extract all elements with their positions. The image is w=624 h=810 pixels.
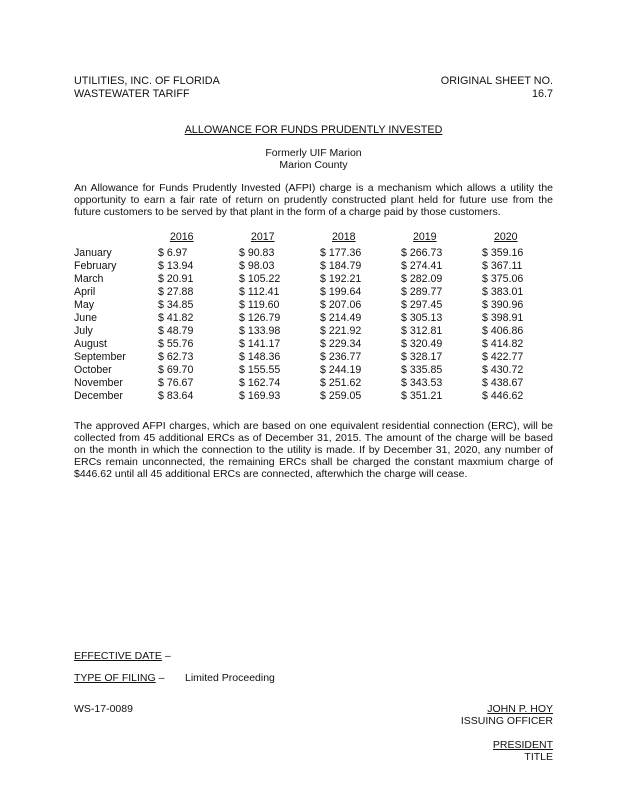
table-row [74, 247, 563, 260]
rate-cell: $ 359.16 [482, 247, 524, 259]
rate-cell: $ 375.06 [482, 273, 524, 285]
rate-cell: $ 13.94 [158, 260, 194, 272]
rate-cell: $ 446.62 [482, 390, 524, 402]
rate-cell: $ 282.09 [401, 273, 443, 285]
rate-cell: $ 27.88 [158, 286, 194, 298]
month-cell: August [74, 338, 107, 350]
header-year: 2019 [413, 231, 437, 243]
type-of-filing-label: TYPE OF FILING [74, 672, 156, 684]
rate-cell: $ 297.45 [401, 299, 443, 311]
rate-cell: $ 312.81 [401, 325, 443, 337]
month-cell: November [74, 377, 123, 389]
month-cell: September [74, 351, 126, 363]
month-cell: March [74, 273, 104, 285]
intro-paragraph: An Allowance for Funds Prudently Invested (AFPI) charge is a mechanism which allows a utility the opportunity to earn a fair rate of return on prudently constructed plant held for future use from the future customers to be served by that plant in the form of a charge paid by those customers. [74, 182, 553, 218]
rate-cell: $ 62.73 [158, 351, 194, 363]
type-of-filing-value: Limited Proceeding [185, 672, 275, 684]
rate-cell: $ 141.17 [239, 338, 281, 350]
title-block [400, 739, 553, 763]
rate-cell: $ 48.79 [158, 325, 194, 337]
header-year: 2020 [494, 231, 518, 243]
closing-paragraph: The approved AFPI charges, which are based on one equivalent residential connection (ERC), will be collected from 45 additional ERCs as of December 31, 2015. The amount of the charge will be based on the month in which the connection to the utility is made. If by December 31, 2020, any number of ERCs remain unconnected, the remaining ERCs shall be charged the constant maxmium charge of $446.62 until all 45 additional ERCs are connected, afterwhich the charge will cease. [74, 420, 553, 480]
rate-cell: $ 20.91 [158, 273, 194, 285]
rate-cell: $ 112.41 [239, 286, 280, 298]
header-year: 2018 [332, 231, 356, 243]
header-year: 2016 [170, 231, 194, 243]
rate-cell: $ 126.79 [239, 312, 281, 324]
company-name: UTILITIES, INC. OF FLORIDA [74, 75, 220, 87]
rate-cell: $ 422.77 [482, 351, 524, 363]
rate-cell: $ 155.55 [239, 364, 281, 376]
table-row [74, 325, 563, 338]
subtitle-line-1: Formerly UIF Marion [265, 147, 362, 159]
rate-cell: $ 406.86 [482, 325, 524, 337]
rate-cell: $ 192.21 [320, 273, 362, 285]
month-cell: April [74, 286, 96, 298]
rate-cell: $ 207.06 [320, 299, 362, 311]
rate-cell: $ 148.36 [239, 351, 281, 363]
rate-cell: $ 162.74 [239, 377, 281, 389]
docket-number: WS-17-0089 [74, 703, 133, 715]
rate-cell: $ 55.76 [158, 338, 194, 350]
afpi-rates-table [74, 231, 563, 403]
month-cell: July [74, 325, 93, 337]
month-cell: October [74, 364, 112, 376]
rate-cell: $ 259.05 [320, 390, 362, 402]
rate-cell: $ 119.60 [239, 299, 280, 311]
rate-cell: $ 169.93 [239, 390, 281, 402]
rate-cell: $ 414.82 [482, 338, 524, 350]
title-label: TITLE [524, 751, 553, 763]
table-row [74, 260, 563, 273]
month-cell: January [74, 247, 112, 259]
month-cell: June [74, 312, 97, 324]
rate-cell: $ 398.91 [482, 312, 524, 324]
page-title: ALLOWANCE FOR FUNDS PRUDENTLY INVESTED [184, 124, 443, 136]
rate-cell: $ 105.22 [239, 273, 281, 285]
month-cell: December [74, 390, 123, 402]
rate-cell: $ 328.17 [401, 351, 443, 363]
table-row [74, 312, 563, 325]
rate-cell: $ 133.98 [239, 325, 281, 337]
type-of-filing [74, 672, 164, 684]
officer-name: JOHN P. HOY [487, 703, 553, 715]
tariff-name: WASTEWATER TARIFF [74, 88, 190, 100]
table-row [74, 273, 563, 286]
subtitle-line-2: Marion County [279, 159, 348, 171]
rate-cell: $ 266.73 [401, 247, 443, 259]
rate-cell: $ 335.85 [401, 364, 443, 376]
rate-cell: $ 383.01 [482, 286, 524, 298]
month-cell: February [74, 260, 117, 272]
officer-role: ISSUING OFFICER [460, 715, 553, 727]
rate-cell: $ 274.41 [401, 260, 443, 272]
rate-cell: $ 199.64 [320, 286, 362, 298]
header-month-blank [74, 231, 158, 247]
subtitle [74, 147, 553, 171]
rate-cell: $ 83.64 [158, 390, 194, 402]
table-header-row [74, 231, 563, 247]
table-row [74, 286, 563, 299]
table-row [74, 299, 563, 312]
rate-cell: $ 98.03 [239, 260, 275, 272]
rate-cell: $ 76.67 [158, 377, 194, 389]
rate-cell: $ 177.36 [320, 247, 362, 259]
rate-cell: $ 351.21 [401, 390, 443, 402]
rate-cell: $ 251.62 [320, 377, 362, 389]
sheet-number: ORIGINAL SHEET NO. 16.7 [440, 75, 553, 100]
rate-cell: $ 343.53 [401, 377, 443, 389]
effective-date-label: EFFECTIVE DATE [74, 650, 162, 662]
rate-cell: $ 69.70 [158, 364, 194, 376]
rate-cell: $ 236.77 [320, 351, 362, 363]
rate-cell: $ 6.97 [158, 247, 188, 259]
table-row [74, 364, 563, 377]
month-cell: May [74, 299, 95, 311]
rate-cell: $ 184.79 [320, 260, 362, 272]
rate-cell: $ 320.49 [401, 338, 443, 350]
rate-cell: $ 390.96 [482, 299, 524, 311]
effective-date [74, 650, 171, 662]
rate-cell: $ 229.34 [320, 338, 362, 350]
rate-cell: $ 221.92 [320, 325, 362, 337]
table-row [74, 390, 563, 403]
table-row [74, 338, 563, 351]
effective-date-dash: – [161, 650, 171, 662]
title-value: PRESIDENT [492, 739, 553, 751]
rate-cell: $ 34.85 [158, 299, 194, 311]
header-year: 2017 [251, 231, 275, 243]
rate-cell: $ 438.67 [482, 377, 524, 389]
rate-cell: $ 214.49 [320, 312, 362, 324]
rate-cell: $ 244.19 [320, 364, 362, 376]
rate-cell: $ 41.82 [158, 312, 194, 324]
rate-cell: $ 90.83 [239, 247, 275, 259]
rate-cell: $ 305.13 [401, 312, 443, 324]
rate-cell: $ 430.72 [482, 364, 524, 376]
issuing-officer-block [400, 703, 553, 727]
table-row [74, 377, 563, 390]
rate-cell: $ 289.77 [401, 286, 443, 298]
type-of-filing-dash: – [155, 672, 165, 684]
table-row [74, 351, 563, 364]
rate-cell: $ 367.11 [482, 260, 523, 272]
